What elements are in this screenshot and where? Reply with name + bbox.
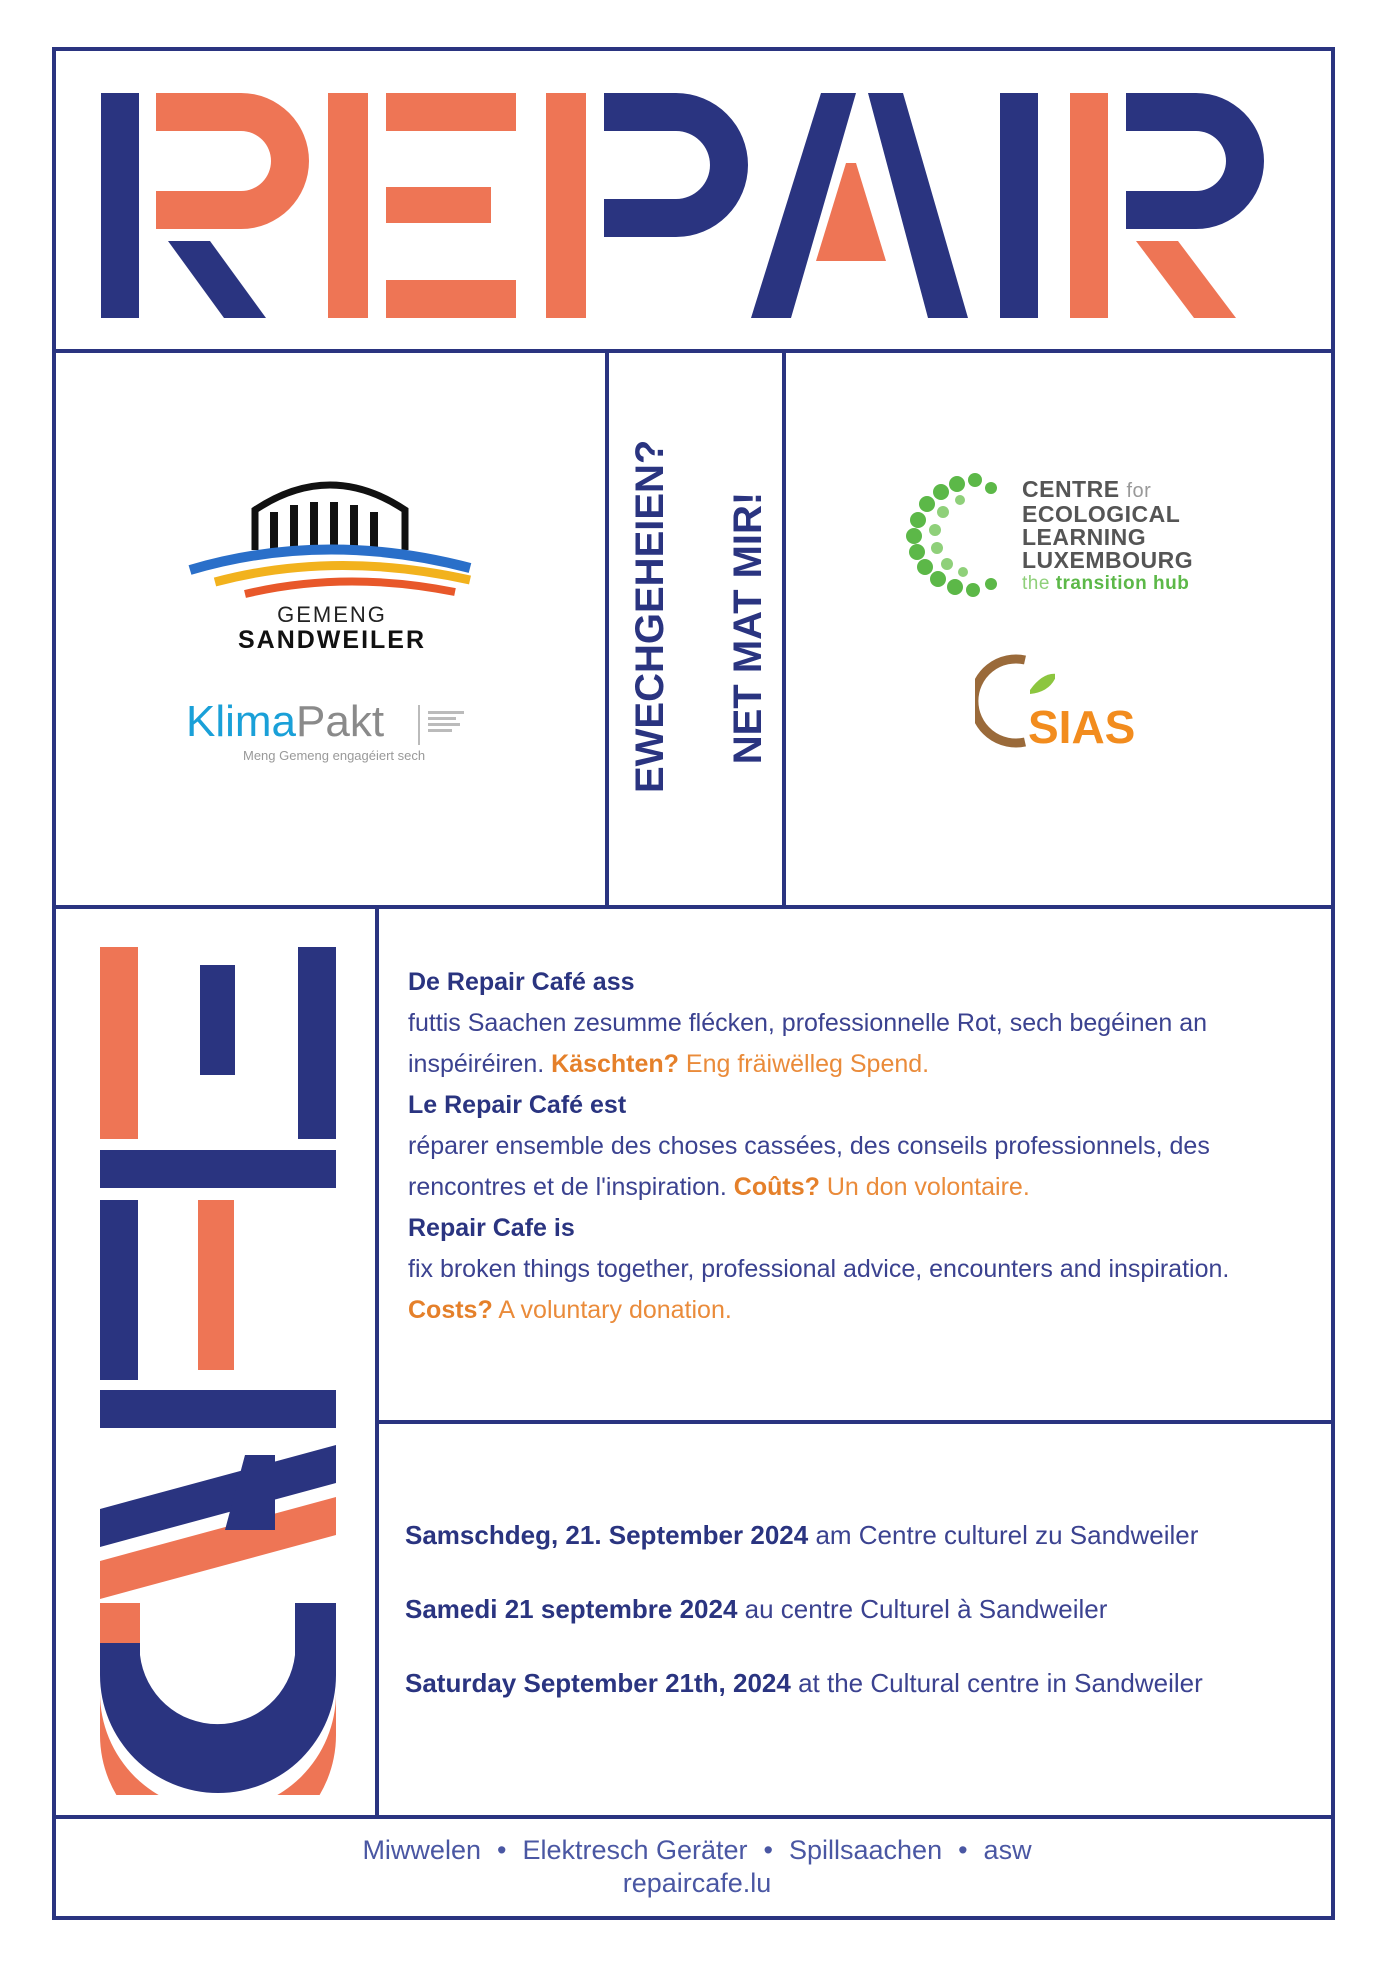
cell-learning: LEARNING [1022, 524, 1147, 550]
description-text-en: fix broken things together, professional advice, encounters and inspiration. [408, 1255, 1230, 1283]
description-block [408, 962, 1308, 1331]
letter-r1 [101, 93, 309, 318]
description-text-fr: réparer ensemble des choses cassées, des conseils professionnels, des rencontres et de l'inspiration. [408, 1132, 1210, 1201]
divider-cafe [375, 905, 379, 1817]
cell-logo-mark [905, 470, 1015, 600]
letter-e [328, 93, 516, 318]
sandweiler-line1: GEMENG [277, 602, 387, 627]
place-lb: am Centre culturel zu Sandweiler [815, 1520, 1199, 1550]
footer-item: Spillsaachen [788, 1835, 943, 1865]
description-heading-en: Repair Cafe is [408, 1214, 575, 1242]
letter-a [751, 93, 968, 318]
klimapakt-logo [186, 697, 384, 747]
klimapakt-pakt: Pakt [296, 697, 385, 746]
footer-separator: • [496, 1835, 507, 1865]
divider-logos [52, 905, 1335, 909]
cell-ecological: ECOLOGICAL [1022, 501, 1181, 527]
repair-title [56, 51, 1331, 349]
cell-luxembourg: LUXEMBOURG [1022, 547, 1194, 573]
klimapakt-divider [418, 705, 420, 745]
cell-centre: CENTRE [1022, 476, 1120, 502]
footer-website[interactable]: repaircafe.lu [622, 1868, 772, 1898]
sandweiler-line2: SANDWEILER [237, 626, 427, 654]
slogan-line2: NET MAT MIR! [726, 491, 770, 765]
letter-p [546, 93, 748, 318]
footer [52, 1834, 1342, 1900]
divider-slogan-right [782, 349, 786, 907]
footer-item: asw [983, 1835, 1032, 1865]
letter-e-side [100, 947, 336, 1188]
cost-label-en: Costs? [408, 1296, 493, 1324]
place-fr: au centre Culturel à Sandweiler [744, 1594, 1108, 1624]
cost-value-en: A voluntary donation. [498, 1296, 732, 1324]
cell-transition-hub: transition hub [1055, 573, 1190, 594]
divider-dates [377, 1420, 1335, 1424]
cost-label-lb: Käschten? [551, 1050, 679, 1078]
klimapakt-klima: Klima [186, 697, 297, 746]
cost-value-fr: Un don volontaire. [826, 1173, 1030, 1201]
description-text-lb: futtis Saachen zesumme flécken, professionnelle Rot, sech begéinen an inspéiréiren. [408, 1009, 1208, 1078]
divider-slogan-left [605, 349, 609, 907]
date-lb: Samschdeg, 21. September 2024 [405, 1520, 809, 1550]
event-dates [405, 1520, 1330, 1742]
description-heading-lb: De Repair Café ass [408, 968, 635, 996]
description-heading-fr: Le Repair Café est [408, 1091, 627, 1119]
cell-logo-text [1022, 478, 1193, 595]
sandweiler-logo [185, 470, 475, 620]
place-en: at the Cultural centre in Sandweiler [798, 1668, 1203, 1698]
letter-a-side [100, 1445, 336, 1599]
footer-items [52, 1834, 1342, 1867]
cell-for: for [1126, 480, 1152, 502]
cafe-title [95, 935, 355, 1795]
klimapakt-eu-mark [428, 708, 468, 742]
slogan-line1: EWECHGEHEIEN? [628, 439, 672, 793]
cost-label-fr: Coûts? [733, 1173, 820, 1201]
footer-item: Miwwelen [362, 1835, 481, 1865]
footer-separator: • [958, 1835, 968, 1865]
divider-footer [52, 1815, 1335, 1819]
cost-value-lb: Eng fräiwëlleg Spend. [685, 1050, 930, 1078]
date-en: Saturday September 21th, 2024 [405, 1668, 791, 1698]
footer-separator: • [763, 1835, 773, 1865]
date-fr: Samedi 21 septembre 2024 [405, 1594, 738, 1624]
letter-c-side [100, 1603, 336, 1795]
divider-title [52, 349, 1335, 353]
klimapakt-tagline: Meng Gemeng engagéiert sech [243, 748, 426, 763]
letter-r2 [1070, 93, 1264, 318]
cell-the: the [1022, 573, 1050, 594]
sias-logo-text: SIAS [1028, 701, 1136, 753]
letter-i [1000, 93, 1038, 318]
letter-f-side [100, 1200, 336, 1428]
footer-item: Elektresch Geräter [522, 1835, 748, 1865]
